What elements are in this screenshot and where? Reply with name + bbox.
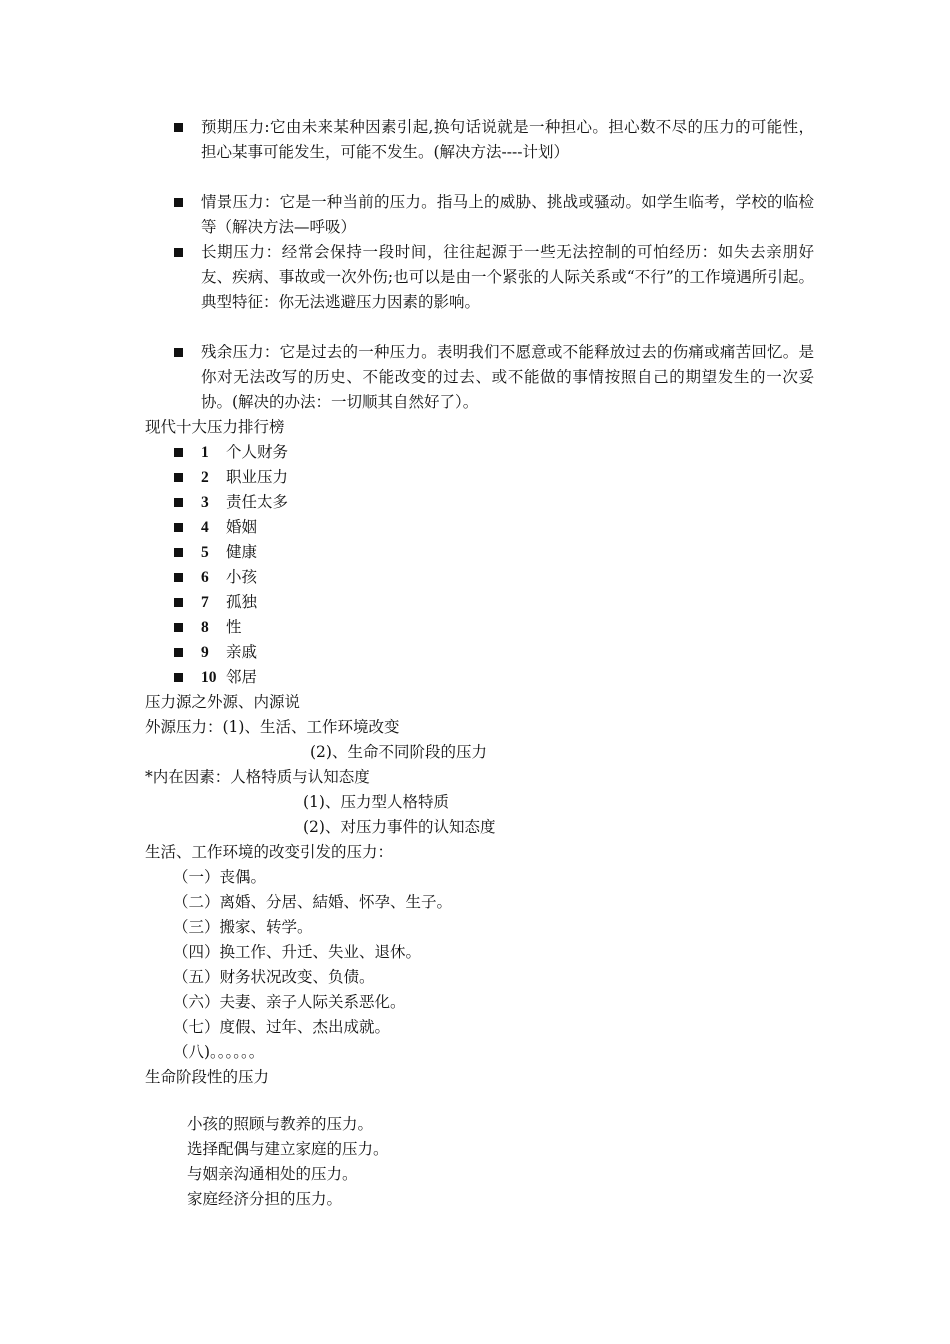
life-stage-section-title: 生命阶段性的压力 <box>145 1068 270 1086</box>
rank-label: 职业压力 <box>226 468 289 486</box>
rank-number: 1 <box>201 444 209 461</box>
rank-number: 9 <box>201 644 209 661</box>
rank-label: 孤独 <box>226 593 258 611</box>
life-stage-item: 选择配偶与建立家庭的压力。 <box>187 1140 389 1158</box>
external-sources-line: 外源压力：(1)、生活、工作环境改变 <box>145 718 400 736</box>
rank-label: 小孩 <box>226 568 258 586</box>
rank-label: 性 <box>226 618 242 636</box>
square-bullet-icon <box>174 598 183 607</box>
rank-label: 健康 <box>226 543 258 561</box>
rank-number: 8 <box>201 619 209 636</box>
square-bullet-icon <box>174 348 183 357</box>
rank-label: 亲戚 <box>226 643 258 661</box>
rank-number: 6 <box>201 569 209 586</box>
square-bullet-icon <box>174 248 183 257</box>
square-bullet-icon <box>174 648 183 657</box>
external-sources-line: (2)、生命不同阶段的压力 <box>310 743 487 761</box>
bullet-text: 情景压力：它是一种当前的压力。指马上的威胁、挑战或骚动。如学生临考，学校的临检等（解决方法—呼吸） <box>201 193 814 236</box>
environment-item: （二）离婚、分居、結婚、怀孕、生子。 <box>173 893 453 911</box>
rank-label: 个人财务 <box>226 443 289 461</box>
bullet-text: 残余压力：它是过去的一种压力。表明我们不愿意或不能释放过去的伤痛或痛苦回忆。是你对无法改写的历史、不能改变的过去、或不能做的事情按照自己的期望发生的一次妥协。(解决的办法：一切顺其自然好了）。 <box>201 343 814 411</box>
bullet-text: 预期压力:它由未来某种因素引起,换句话说就是一种担心。担心数不尽的压力的可能性，担心某事可能发生，可能不发生。(解决方法----计划） <box>201 118 814 161</box>
bullet-text: 长期压力：经常会保持一段时间，往往起源于一些无法控制的可怕经历：如失去亲朋好友、疾病、事故或一次外伤;也可以是由一个紧张的人际关系或“不行”的工作境遇所引起。典型特征：你无法逃避压力因素的影响。 <box>201 243 814 311</box>
environment-item: （八)。。。。。。 <box>173 1043 265 1061</box>
life-stage-item: 与姻亲沟通相处的压力。 <box>187 1165 358 1183</box>
square-bullet-icon <box>174 548 183 557</box>
sources-title: 压力源之外源、内源说 <box>145 693 301 711</box>
square-bullet-icon <box>174 523 183 532</box>
square-bullet-icon <box>174 198 183 207</box>
bullet-paragraph <box>174 190 814 240</box>
internal-factors-line: *内在因素：人格特质与认知态度 <box>145 768 370 786</box>
square-bullet-icon <box>174 623 183 632</box>
rank-number: 4 <box>201 519 209 536</box>
environment-item: （三）搬家、转学。 <box>173 918 313 936</box>
bullet-paragraph <box>174 340 814 415</box>
environment-section-title: 生活、工作环境的改变引发的压力： <box>145 843 394 861</box>
square-bullet-icon <box>174 498 183 507</box>
environment-item: （一）丧偶。 <box>173 868 267 886</box>
environment-item: （六）夫妻、亲子人际关系恶化。 <box>173 993 406 1011</box>
rank-number: 3 <box>201 494 209 511</box>
internal-factors-line: (2)、对压力事件的认知态度 <box>303 818 496 836</box>
bullet-paragraph <box>174 115 814 165</box>
square-bullet-icon <box>174 673 183 682</box>
rank-number: 10 <box>201 669 217 686</box>
rank-number: 7 <box>201 594 209 611</box>
rank-label: 邻居 <box>226 668 258 686</box>
environment-item: （五）财务状况改变、负债。 <box>173 968 375 986</box>
square-bullet-icon <box>174 473 183 482</box>
square-bullet-icon <box>174 573 183 582</box>
rank-label: 婚姻 <box>226 518 258 536</box>
life-stage-item: 小孩的照顾与教养的压力。 <box>187 1115 374 1133</box>
environment-item: （七）度假、过年、杰出成就。 <box>173 1018 391 1036</box>
environment-item: （四）换工作、升迁、失业、退休。 <box>173 943 422 961</box>
rank-number: 2 <box>201 469 209 486</box>
ranking-title: 现代十大压力排行榜 <box>145 418 285 436</box>
square-bullet-icon <box>174 123 183 132</box>
life-stage-item: 家庭经济分担的压力。 <box>187 1190 343 1208</box>
internal-factors-line: (1)、压力型人格特质 <box>303 793 449 811</box>
rank-label: 责任太多 <box>226 493 289 511</box>
bullet-paragraph <box>174 240 814 315</box>
square-bullet-icon <box>174 448 183 457</box>
rank-number: 5 <box>201 544 209 561</box>
